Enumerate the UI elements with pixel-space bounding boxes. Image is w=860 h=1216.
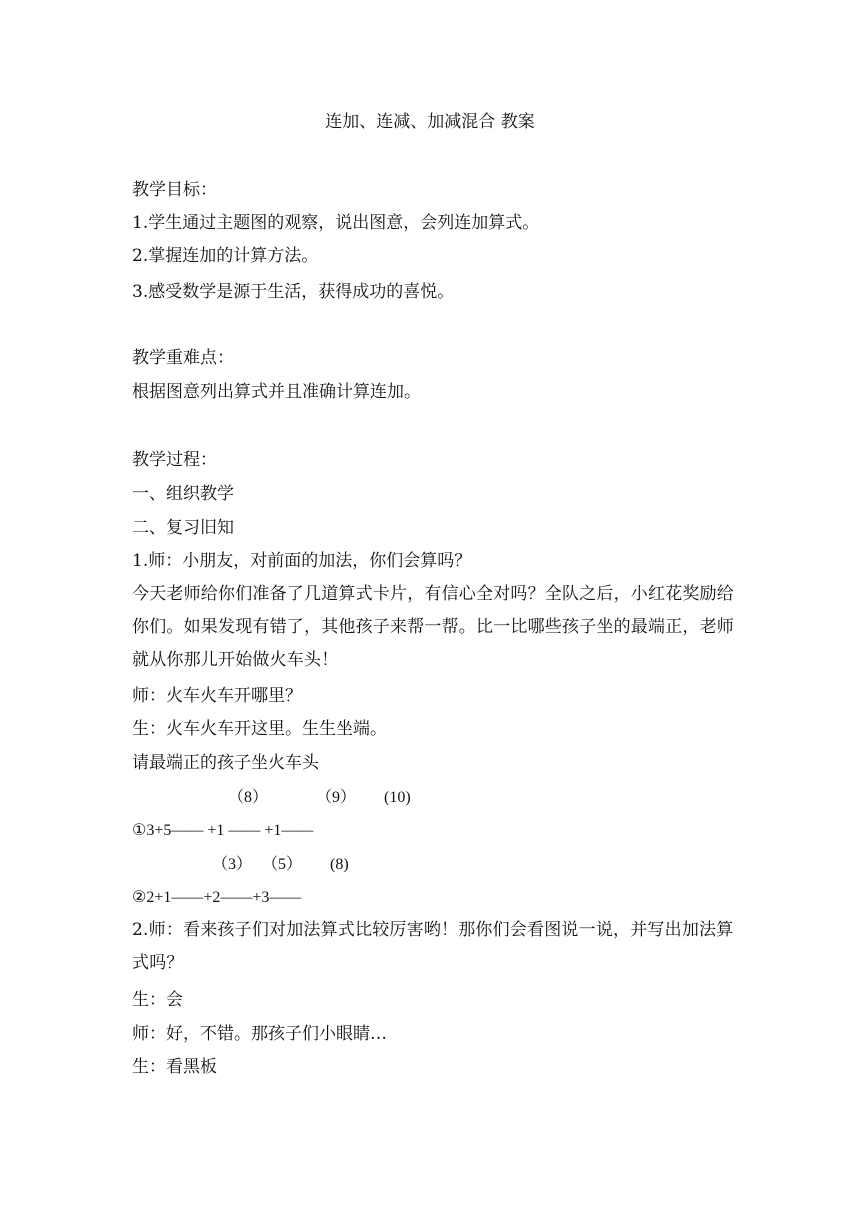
- train1-expression: ①3+5—— +1 —— +1——: [132, 822, 314, 839]
- dialog-line-6: 生：看黑板: [132, 1057, 217, 1077]
- process-step-2: 二、复习旧知: [132, 518, 234, 538]
- teacher-paragraph: 今天老师给你们准备了几道算式卡片，有信心全对吗？全队之后，小红花奖励给你们。如果发现有错了，其他孩子来帮一帮。比一比哪些孩子坐的最端正，老师就从你那儿开始做火车头！: [132, 584, 734, 670]
- objectives-heading: 教学目标：: [132, 180, 217, 200]
- dialog-line-1: 师：火车火车开哪里？: [132, 686, 302, 706]
- process-step-1: 一、组织教学: [132, 484, 234, 504]
- question-1: 1.师：小朋友，对前面的加法，你们会算吗？: [132, 551, 472, 571]
- objective-item-3: 3.感受数学是源于生活，获得成功的喜悦。: [132, 282, 455, 302]
- document-title: 连加、连减、加减混合 教案: [325, 112, 535, 132]
- key-points-text: 根据图意列出算式并且准确计算连加。: [132, 382, 421, 402]
- train2-answer-1: （3）: [212, 856, 253, 873]
- dialog-line-4: 生：会: [132, 990, 183, 1010]
- train1-answer-2: （9）: [316, 789, 357, 806]
- train2-answer-2: （5）: [262, 856, 303, 873]
- dialog-line-5: 师：好，不错。那孩子们小眼睛…: [132, 1024, 387, 1044]
- dialog-line-2: 生：火车火车开这里。生生坐端。: [132, 719, 387, 739]
- objective-item-1: 1.学生通过主题图的观察，说出图意，会列连加算式。: [132, 213, 540, 233]
- process-heading: 教学过程：: [132, 450, 217, 470]
- train2-answer-3: (8): [330, 856, 349, 873]
- key-points-heading: 教学重难点：: [132, 348, 234, 368]
- dialog-line-3: 请最端正的孩子坐火车头: [132, 753, 319, 773]
- question-2: 2.师：看来孩子们对加法算式比较厉害哟！那你们会看图说一说，并写出加法算式吗？: [132, 920, 734, 973]
- train1-answer-3: (10): [384, 789, 411, 806]
- train1-answer-1: （8）: [228, 789, 269, 806]
- objective-item-2: 2.掌握连加的计算方法。: [132, 246, 319, 266]
- train2-expression: ②2+1——+2——+3——: [132, 889, 302, 906]
